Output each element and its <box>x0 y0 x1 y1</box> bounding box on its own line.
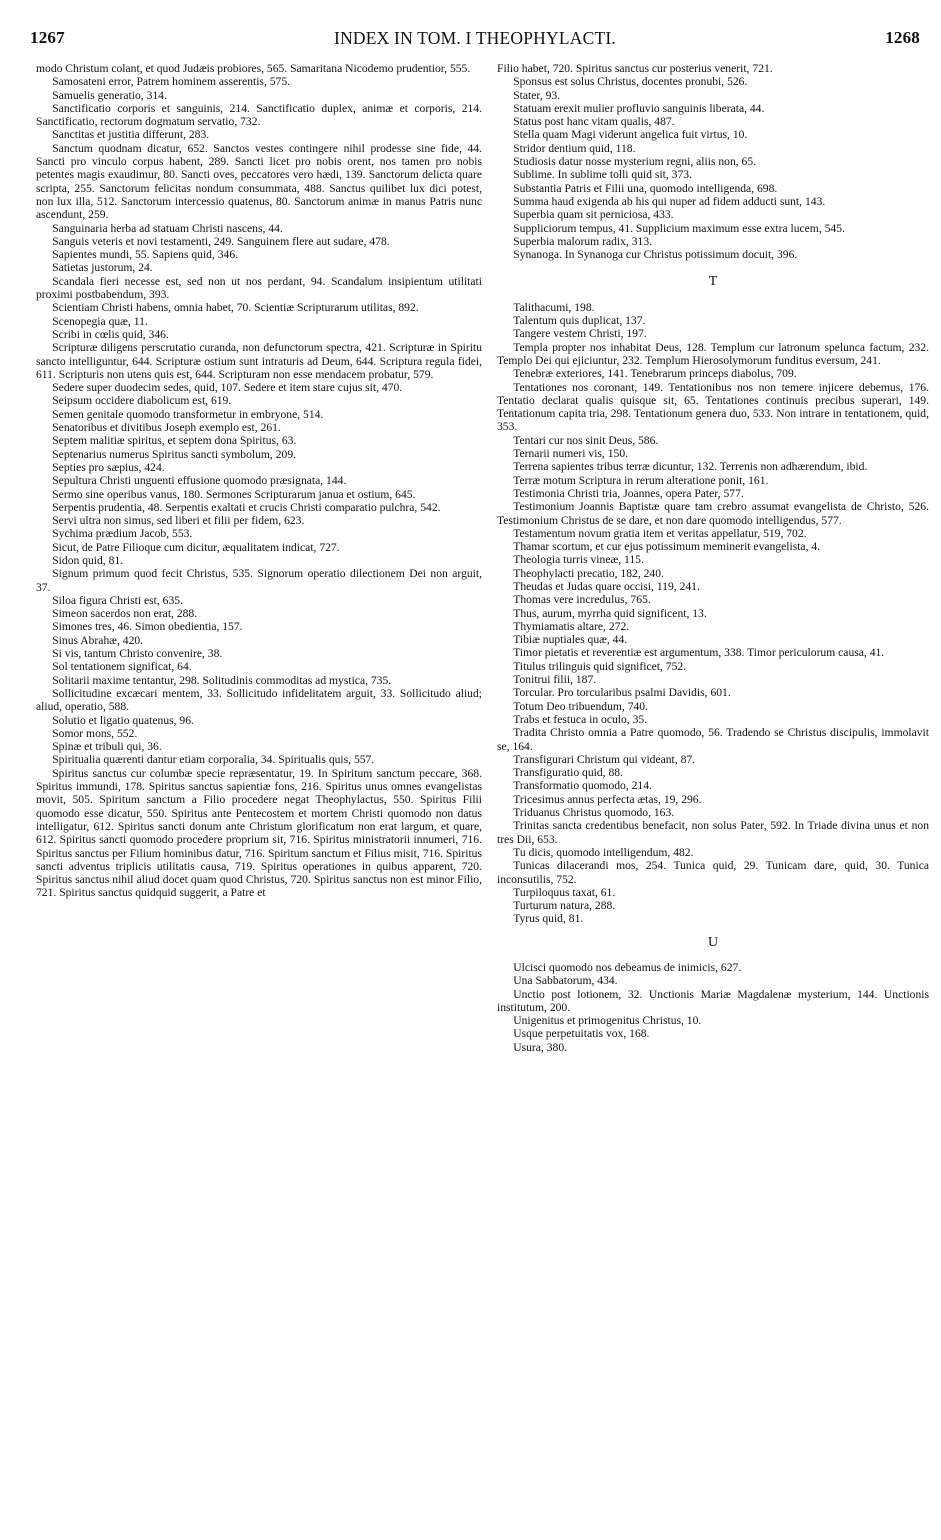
index-entry: Signum primum quod fecit Christus, 535. Signorum operatio dilectionem Dei non arguit, 37. <box>36 567 482 594</box>
index-entry: Sicut, de Patre Filioque cum dicitur, æqualitatem indicat, 727. <box>52 540 340 554</box>
index-entry: Seipsum occidere diabolicum est, 619. <box>52 394 232 408</box>
index-entry: Sanguis veteris et novi testamenti, 249. Sanguinem flere aut sudare, 478. <box>52 234 390 248</box>
index-entry: Usura, 380. <box>513 1040 568 1054</box>
index-entry: Tangere vestem Christi, 197. <box>513 327 647 341</box>
index-entry: Stella quam Magi viderunt angelica fuit virtus, 10. <box>513 128 748 142</box>
index-entry: Thamar scortum, et cur ejus potissimum meminerit evangelista, 4. <box>513 540 821 554</box>
index-entry: Tu dicis, quomodo intelligendum, 482. <box>513 845 694 859</box>
index-entry: Torcular. Pro torcularibus psalmi Davidis, 601. <box>513 686 731 700</box>
index-entry: Sanctificatio corporis et sanguinis, 214. Sanctificatio duplex, animæ et corporis, 214. Sanctificatio, rectorum dogmatum servatio, 732. <box>36 101 482 129</box>
index-entry: Tenebræ exteriores, 141. Tenebrarum princeps diabolus, 709. <box>513 367 797 381</box>
index-entry: Summa haud exigenda ab his qui nuper ad fidem adducti sunt, 143. <box>513 194 826 208</box>
index-entry: Substantia Patris et Filii una, quomodo intelligenda, 698. <box>513 181 778 195</box>
index-entry: Trinitas sancta credentibus benefacit, non solus Pater, 592. In Triade divina unus et non tres Dii, 653. <box>497 819 929 846</box>
index-entry: Suppliciorum tempus, 41. Supplicium maximum esse extra lucem, 545. <box>513 221 845 235</box>
index-entry: Terrena sapientes tribus terræ dicuntur, 132. Terrenis non adhærendum, ibid. <box>513 460 868 474</box>
page-header <box>30 28 920 52</box>
index-entry: Spiritus sanctus cur columbæ specie repræsentatur, 19. In Spiritum sanctum peccare, 368. Spiritus immundi, 178. Spiritus sanctus sapientiæ fons, 216. Spiritus unus omnes evangelistas movit, 505. Spiritum sanctum a Filio procedere negat Theophylactus, 550. Spiritus Filii quomodo esse dicatur, 550. Spiritus ante Pentecostem et mortem Christi quomodo non datus intelligatur, 612. Spiritus sancti donum ante Christum glorificatum non erat largum, et quare, 612. Spiritus sancti quomodo procedere proprium sit, 716. Spiritus ministratorii innumeri, 716. Spiritus sanctus per Filium hominibus datur, 716. Spiritum sanctum et Filius misit, 716. Spiritus sancti adventus triplicis utilitatis causa, 719. Spiritus operationes in quibus apparent, 720. Spiritus sanctus nihil aliud docet quam quod Christus, 720. Spiritus sanctus non est minor Filio, 721. Spiritus sanctus quidquid suggerit, a Patre et <box>36 766 482 900</box>
index-entry: Sanguinaria herba ad statuam Christi nascens, 44. <box>52 221 283 235</box>
index-entry: Totum Deo tribuendum, 740. <box>513 699 648 713</box>
index-entry: Thus, aurum, myrrha quid significent, 13. <box>513 606 707 620</box>
index-entry: Sollicitudine excæcari mentem, 33. Sollicitudo infidelitatem arguit, 33. Sollicitudo aliud; aliud, operatio, 588. <box>36 686 482 714</box>
index-entry: Septies pro sæpius, 424. <box>52 460 165 474</box>
index-entry: Sanctum quodnam dicatur, 652. Sanctos vestes contingere nihil prodesse sine fide, 44. Sancti pro vinculo corpus habent, 289. Sancti licet pro nobis orent, nos tamen pro nobis petentes magis exaudimur, 80. Sancti oves, peccatores vero hædi, 139. Sanctorum delicta quare scripta, 255. Sanctorum felicitas nondum consummata, 488. Sanctus quilibet lux dici potest, non lux illa, 512. Sanctorum intercessio quatenus, 80. Sanctorum animæ in manus Patris nunc ascendunt, 259. <box>36 141 482 222</box>
index-entry: Theophylacti precatio, 182, 240. <box>513 566 664 580</box>
index-entry: Timor pietatis et reverentiæ est argumentum, 338. Timor periculorum causa, 41. <box>513 646 885 660</box>
index-entry: Sidon quid, 81. <box>52 553 124 567</box>
index-entry: Sublime. In sublime tolli quid sit, 373. <box>513 168 692 182</box>
index-entry: Solitarii maxime tentantur, 298. Solitudinis commoditas ad mystica, 735. <box>52 673 392 687</box>
section-letter: U <box>707 934 719 950</box>
index-column-right <box>497 62 929 1054</box>
index-entry: Scribi in cœlis quid, 346. <box>52 327 169 341</box>
index-entry: Sedere super duodecim sedes, quid, 107. Sedere et item stare cujus sit, 470. <box>52 381 403 395</box>
index-entry: Trabs et festuca in oculo, 35. <box>513 712 648 726</box>
index-entry: Satietas justorum, 24. <box>52 261 153 275</box>
index-entry: Transfigurari Christum qui videant, 87. <box>513 752 696 766</box>
index-entry: Theologia turris vineæ, 115. <box>513 553 644 567</box>
index-entry: Filio habet, 720. Spiritus sanctus cur posterius venerit, 721. <box>497 62 773 75</box>
index-entry: Transformatio quomodo, 214. <box>513 779 652 793</box>
index-entry: Senatoribus et divitibus Joseph exemplo est, 261. <box>52 421 281 435</box>
index-entry: Studiosis datur nosse mysterium regni, aliis non, 65. <box>513 155 757 169</box>
index-entry: Transfiguratio quid, 88. <box>513 766 623 780</box>
index-entry: Talithacumi, 198. <box>513 300 595 314</box>
index-entry: Usque perpetuitatis vox, 168. <box>513 1027 650 1041</box>
index-entry: Tradita Christo omnia a Patre quomodo, 56. Tradendo se Christus discipulis, immolavit se, 164. <box>497 726 929 753</box>
index-entry: Samosateni error, Patrem hominem asserentis, 575. <box>52 75 291 89</box>
index-entry: Scripturæ diligens perscrutatio curanda, non defunctorum spectra, 421. Scripturæ in Spiritu sancto intelliguntur, 644. Scripturæ ostium sunt intraturis ad Deum, 644. Scriptura regula fidei, 611. Scripturis non utens quis est, 644. Scripturam non esse mendacem probatur, 579. <box>36 341 482 381</box>
index-entry: Theudas et Judas quare occisi, 119, 241. <box>513 579 700 593</box>
index-entry: Sermo sine operibus vanus, 180. Sermones Scripturarum janua et ostium, 645. <box>52 487 416 501</box>
index-entry: Testamentum novum gratia item et veritas appellatur, 519, 702. <box>513 526 807 540</box>
index-entry: Stridor dentium quid, 118. <box>513 141 636 155</box>
index-entry: Serpentis prudentia, 48. Serpentis exaltati et crucis Christi comparatio pulchra, 542. <box>52 500 441 514</box>
index-entry: Superbia malorum radix, 313. <box>513 234 653 248</box>
page-number-right: 1268 <box>885 28 920 47</box>
index-entry: Tentationes nos coronant, 149. Tentationibus nos non temere injicere debemus, 176. Tentatio declarat qualis quisque sit, 65. Tentationes continuis precibus superari, 149. Tentationum capita tria, 298. Tentationum genera duo, 533. Non intrare in tentationem, quid, 353. <box>497 380 929 434</box>
index-entry: Scandala fieri necesse est, sed non ut nos perdant, 94. Scandalum insipientum utilitati proximi postbabendum, 393. <box>36 274 482 302</box>
index-entry: Spiritualia quærenti dantur etiam corporalia, 34. Spiritualis quis, 557. <box>52 753 375 767</box>
index-entry: Stater, 93. <box>513 88 561 102</box>
index-entry: Tibiæ nuptiales quæ, 44. <box>513 633 628 647</box>
index-entry: Testimonium Joannis Baptistæ quare tam crebro assumat evangelista de Christo, 526. Testimonium Christus de se dare, et non dare quomodo intelligendus, 577. <box>497 500 929 527</box>
index-entry: Unctio post lotionem, 32. Unctionis Mariæ Magdalenæ mysterium, 144. Unctionis institutum, 200. <box>497 987 929 1014</box>
index-entry: Scenopegia quæ, 11. <box>52 314 148 328</box>
page-number-left: 1267 <box>30 28 65 47</box>
index-entry: Status post hanc vitam qualis, 487. <box>513 115 675 129</box>
index-entry: Simones tres, 46. Simon obedientia, 157. <box>52 620 243 634</box>
index-entry: Triduanus Christus quomodo, 163. <box>513 806 675 820</box>
index-entry: Tricesimus annus perfecta ætas, 19, 296. <box>513 792 702 806</box>
index-entry: Sychima prædium Jacob, 553. <box>52 527 193 541</box>
index-entry: Sepultura Christi unguenti effusione quomodo præsignata, 144. <box>52 474 347 488</box>
running-title: INDEX IN TOM. I THEOPHYLACTI. <box>334 28 616 48</box>
index-entry: Septem malitiæ spiritus, et septem dona Spiritus, 63. <box>52 434 297 448</box>
index-entry: Testimonia Christi tria, Joannes, opera Pater, 577. <box>513 486 744 500</box>
index-entry: Simeon sacerdos non erat, 288. <box>52 607 198 621</box>
index-entry: Tentari cur nos sinit Deus, 586. <box>513 433 659 447</box>
index-entry: Sol tentationem significat, 64. <box>52 660 192 674</box>
index-entry: Ulcisci quomodo nos debeamus de inimicis, 627. <box>513 961 742 974</box>
index-entry: Sinus Abrahæ, 420. <box>52 633 144 647</box>
index-entry: Samuelis generatio, 314. <box>52 88 167 102</box>
index-entry: Synanoga. In Synanoga cur Christus potissimum docuit, 396. <box>513 248 798 262</box>
section-letter: T <box>708 274 718 290</box>
index-entry: Siloa figura Christi est, 635. <box>52 593 183 607</box>
index-entry: Sponsus est solus Christus, docentes pronubi, 526. <box>513 75 748 89</box>
index-entry: Unigenitus et primogenitus Christus, 10. <box>513 1014 702 1028</box>
index-entry: Tonitrui filii, 187. <box>513 673 597 687</box>
index-column-left <box>36 62 482 900</box>
index-entry: Talentum quis duplicat, 137. <box>513 314 646 328</box>
index-entry: Solutio et ligatio quatenus, 96. <box>52 713 194 727</box>
index-entry: Titulus trilinguis quid significet, 752. <box>513 659 687 673</box>
index-entry: Semen genitale quomodo transformetur in embryone, 514. <box>52 407 324 421</box>
index-entry: Ternarii numeri vis, 150. <box>513 447 629 461</box>
index-entry: Terræ motum Scriptura in rerum alteratione ponit, 161. <box>513 473 769 487</box>
index-entry: Templa propter nos inhabitat Deus, 128. Templum cur latronum spelunca factum, 232. Templo Dei qui ejiciuntur, 232. Templum Hierosolymorum funditus eversum, 241. <box>497 340 929 367</box>
index-entry: Scientiam Christi habens, omnia habet, 70. Scientiæ Scripturarum utilitas, 892. <box>52 301 419 315</box>
index-entry: Turpiloquus taxat, 61. <box>513 885 616 899</box>
index-entry: Superbia quam sit perniciosa, 433. <box>513 208 674 222</box>
index-entry: Thomas vere incredulus, 765. <box>513 593 651 607</box>
index-entry: Spinæ et tribuli qui, 36. <box>52 740 162 754</box>
index-entry: Tunicas dilacerandi mos, 254. Tunica quid, 29. Tunicam dare, quid, 30. Tunica inconsutilis, 752. <box>497 859 929 886</box>
index-entry: Tyrus quid, 81. <box>513 912 584 926</box>
index-entry: Thymiamatis altare, 272. <box>513 619 630 633</box>
index-entry: Sanctitas et justitia differunt, 283. <box>52 128 210 142</box>
index-entry: Turturum natura, 288. <box>513 899 616 913</box>
index-entry: Statuam erexit mulier profluvio sanguinis liberata, 44. <box>513 101 765 115</box>
index-entry: Si vis, tantum Christo convenire, 38. <box>52 647 223 661</box>
index-entry: Somor mons, 552. <box>52 726 138 740</box>
index-entry: modo Christum colant, et quod Judæis probiores, 565. Samaritana Nicodemo prudentior, 555. <box>36 62 471 75</box>
index-entry: Septenarius numerus Spiritus sancti symbolum, 209. <box>52 447 297 461</box>
index-entry: Sapientes mundi, 55. Sapiens quid, 346. <box>52 248 239 262</box>
index-entry: Una Sabbatorum, 434. <box>513 974 618 988</box>
index-entry: Servi ultra non simus, sed liberi et filii per fidem, 623. <box>52 514 305 528</box>
